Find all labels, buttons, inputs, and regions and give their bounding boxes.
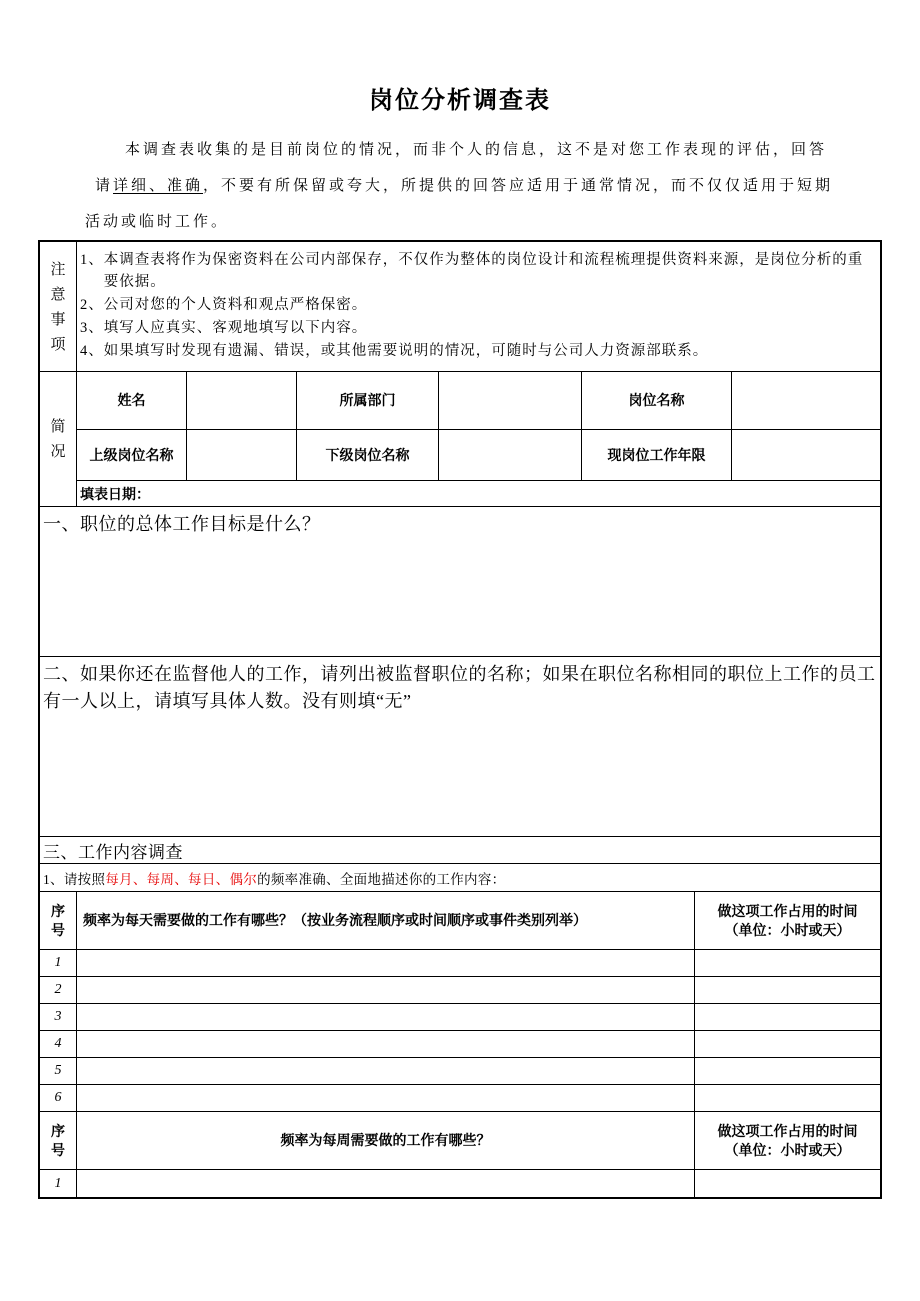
intro-line-1: 本调查表收集的是目前岗位的情况，而非个人的信息，这不是对您工作表现的评估，回答	[125, 142, 828, 158]
subordinate-label: 下级岗位名称	[297, 430, 439, 481]
notes-side-label: 注意事项	[50, 260, 66, 353]
date-row	[77, 481, 880, 506]
daily-time-header-line1: 做这项工作占用的时间	[717, 902, 858, 919]
instruction-frequency-red: 每月、每周、每日、偶尔	[105, 871, 258, 887]
daily-row-2	[40, 977, 880, 1004]
instruction-pre: 1、请按照	[43, 871, 106, 887]
time-cell[interactable]	[695, 1085, 880, 1111]
notes-section	[40, 242, 880, 372]
weekly-no-header: 序号	[51, 1122, 65, 1158]
notes-list	[77, 242, 880, 371]
date-label: 填表日期：	[80, 485, 150, 502]
time-cell[interactable]	[695, 1031, 880, 1057]
intro-line-2-underlined: 详细、准确	[113, 178, 204, 194]
weekly-task-header: 频率为每周需要做的工作有哪些？	[77, 1112, 695, 1169]
daily-time-header-line2: （单位：小时或天）	[724, 921, 851, 938]
daily-time-header	[695, 892, 880, 949]
notes-side-cell	[40, 242, 77, 371]
weekly-row-1	[40, 1170, 880, 1197]
weekly-time-header-line2: （单位：小时或天）	[724, 1141, 851, 1158]
question-2-section	[40, 657, 880, 837]
row-number: 3	[40, 1004, 77, 1030]
profile-row-2	[77, 430, 880, 482]
profile-side-cell	[40, 372, 77, 506]
row-number: 5	[40, 1058, 77, 1084]
weekly-time-header-line1: 做这项工作占用的时间	[717, 1122, 858, 1139]
row-number: 1	[40, 950, 77, 976]
note-item	[80, 340, 876, 362]
note-text: 如果填写时发现有遗漏、错误，或其他需要说明的情况，可随时与公司人力资源部联系。	[103, 343, 709, 359]
task-cell[interactable]	[77, 950, 695, 976]
intro-line-2-post: ，不要有所保留或夸大，所提供的回答应适用于通常情况，而不仅仅适用于短期	[203, 178, 834, 194]
department-label: 所属部门	[297, 372, 439, 429]
question-2-answer-area[interactable]	[43, 715, 877, 836]
question-3-text: 三、工作内容调查	[43, 842, 183, 862]
task-cell[interactable]	[77, 977, 695, 1003]
daily-table-header	[40, 892, 880, 950]
question-2-text: 二、如果你还在监督他人的工作，请列出被监督职位的名称；如果在职位名称相同的职位上工作的员工有一人以上，请填写具体人数。没有则填“无”	[43, 664, 876, 711]
note-text: 公司对您的个人资料和观点严格保密。	[103, 297, 368, 313]
intro-line-3: 活动或临时工作。	[85, 214, 230, 230]
row-number: 1	[40, 1170, 77, 1197]
task-cell[interactable]	[77, 1031, 695, 1057]
question-3-heading	[40, 837, 880, 864]
profile-row-1	[77, 372, 880, 430]
row-number: 4	[40, 1031, 77, 1057]
question-1-text: 一、职位的总体工作目标是什么？	[43, 514, 321, 534]
question-1-answer-area[interactable]	[43, 538, 877, 656]
date-value-area[interactable]	[150, 481, 880, 506]
daily-task-header: 频率为每天需要做的工作有哪些？（按业务流程顺序或时间顺序或事件类别列举）	[77, 892, 695, 949]
note-text: 填写人应真实、客观地填写以下内容。	[103, 320, 368, 336]
daily-row-1	[40, 950, 880, 977]
time-cell[interactable]	[695, 1170, 880, 1197]
survey-form	[38, 240, 882, 1199]
note-number: 4、	[80, 343, 104, 359]
position-label: 岗位名称	[582, 372, 732, 429]
row-number: 6	[40, 1085, 77, 1111]
daily-row-6	[40, 1085, 880, 1112]
intro-paragraph	[85, 132, 835, 240]
position-value-cell[interactable]	[732, 372, 880, 429]
time-cell[interactable]	[695, 1058, 880, 1084]
weekly-table-header	[40, 1112, 880, 1170]
note-item	[80, 249, 876, 293]
daily-no-header: 序号	[51, 902, 65, 938]
subordinate-value-cell[interactable]	[439, 430, 582, 481]
task-cell[interactable]	[77, 1004, 695, 1030]
instruction-post: 的频率准确、全面地描述你的工作内容：	[257, 871, 506, 887]
profile-grid	[77, 372, 880, 506]
time-cell[interactable]	[695, 1004, 880, 1030]
task-cell[interactable]	[77, 1085, 695, 1111]
weekly-no-header-cell	[40, 1112, 77, 1169]
page-title: 岗位分析调查表	[369, 87, 551, 114]
superior-label: 上级岗位名称	[77, 430, 187, 481]
task-cell[interactable]	[77, 1170, 695, 1197]
daily-no-header-cell	[40, 892, 77, 949]
weekly-time-header	[695, 1112, 880, 1169]
task-cell[interactable]	[77, 1058, 695, 1084]
name-value-cell[interactable]	[187, 372, 297, 429]
note-item	[80, 317, 876, 339]
daily-row-4	[40, 1031, 880, 1058]
note-item	[80, 294, 876, 316]
department-value-cell[interactable]	[439, 372, 582, 429]
superior-value-cell[interactable]	[187, 430, 297, 481]
row-number: 2	[40, 977, 77, 1003]
question-3-instruction	[40, 864, 880, 892]
note-text: 本调查表将作为保密资料在公司内部保存，不仅作为整体的岗位设计和流程梳理提供资料来源，是岗位分析的重要依据。	[103, 252, 864, 290]
intro-line-2	[85, 168, 835, 204]
daily-row-5	[40, 1058, 880, 1085]
time-cell[interactable]	[695, 977, 880, 1003]
time-cell[interactable]	[695, 950, 880, 976]
tenure-label: 现岗位工作年限	[582, 430, 732, 481]
name-label: 姓名	[77, 372, 187, 429]
profile-section	[40, 372, 880, 507]
profile-side-label: 简况	[50, 418, 66, 460]
tenure-value-cell[interactable]	[732, 430, 880, 481]
question-1-section	[40, 507, 880, 657]
daily-row-3	[40, 1004, 880, 1031]
note-number: 1、	[80, 252, 104, 268]
note-number: 2、	[80, 297, 104, 313]
note-number: 3、	[80, 320, 104, 336]
intro-line-2-pre: 请	[95, 178, 114, 194]
